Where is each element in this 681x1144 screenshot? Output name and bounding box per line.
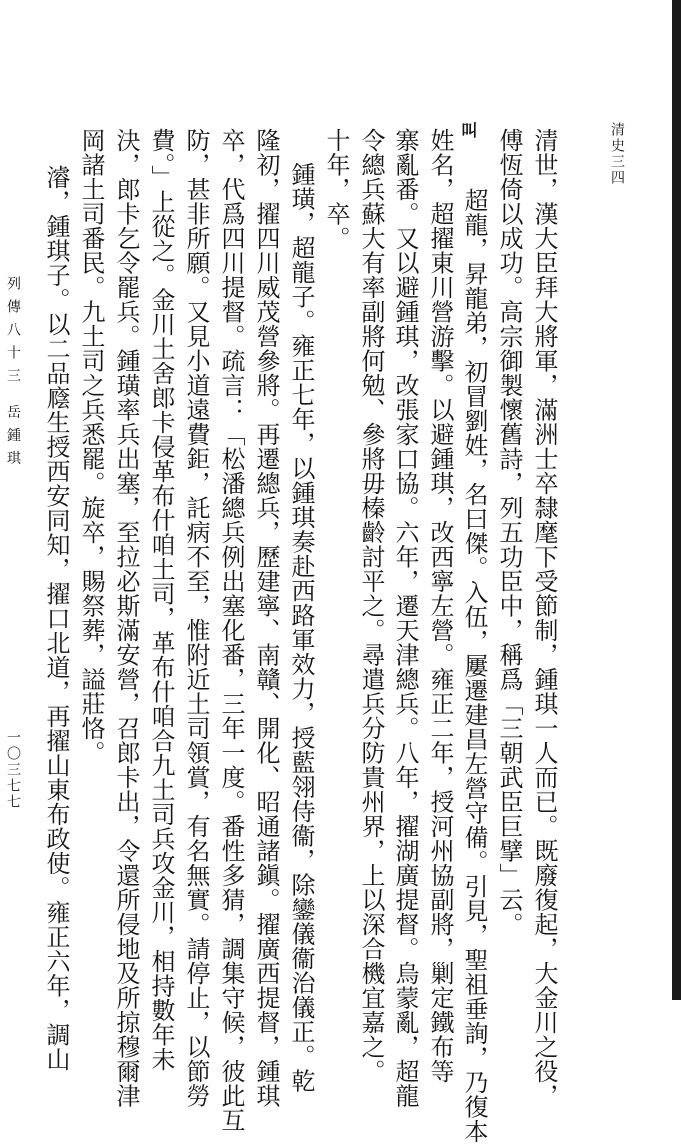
- text-column: 隆初，擢四川威茂營參將。再遷總兵，歷建寧、南贛、開化、昭通諸鎭。擢廣西提督，鍾琪: [252, 128, 280, 1108]
- page-number: 一〇三七七: [5, 730, 21, 810]
- text-column: 寨亂番。又以避鍾琪，改張家口協。六年，遷天津總兵。八年，擢湖廣提督。烏蒙亂，超龍: [391, 128, 419, 1108]
- text-column: 傅恆倚以成功。高宗御製懷舊詩，列五功臣中，稱爲「三朝武臣巨擘」云。: [495, 128, 523, 937]
- text-column: 鍾璜，超龍子。雍正七年，以鍾琪奏赴西路軍效力，授藍翎侍衞，除鑾儀衞治儀正。乾: [287, 162, 315, 1093]
- text-column: 清世，漢大臣拜大將軍，滿洲士卒隸麾下受節制，鍾琪一人而已。既廢復起，大金川之役，: [530, 128, 558, 1108]
- text-column: 姓名，超擢東川營游擊。以避鍾琪，改西寧左營。雍正二年，授河州協副將，剿定鐵布等: [426, 128, 454, 1084]
- page-edge-shadow: [672, 0, 681, 1000]
- text-column: 防，甚非所願。又見小道遠費鉅，託病不至，惟附近土司領賞，有名無實。請停止，以節勞: [182, 128, 210, 1108]
- text-column: 超龍，昇龍弟，初冒劉姓，名曰傑。入伍，屢遷建昌左營守備。引見，聖祖垂詢，乃復本: [460, 188, 488, 1144]
- running-footer-title: 列傳八十三 岳鍾琪: [5, 276, 21, 474]
- top-margin-mark: 叫: [459, 122, 478, 138]
- text-column: 費。」上從之。金川土舍郎卡侵革布什咱土司，革布什咱合九土司兵攻金川，相持數年未: [147, 128, 175, 1072]
- text-column: 決，郎卡乞令罷兵。鍾璜率兵出塞，至拉必斯滿安營，召郎卡出，令還所侵地及所掠穆爾津: [112, 128, 140, 1108]
- edge-page-mark: 清史三四: [609, 122, 625, 186]
- text-column: 濬，鍾琪子。以二品廕生授西安同知，擢口北道，再擢山東布政使。雍正六年，調山: [42, 165, 70, 1072]
- text-column: 十年，卒。: [322, 128, 350, 251]
- text-column: 卒，代爲四川提督。疏言：「松潘總兵例出塞化番，三年一度。番性多猜，調集守候，彼此互: [217, 128, 245, 1133]
- text-column: 令總兵蘇大有率副將何勉、參將毋榛齡討平之。尋遣兵分防貴州界，上以深合機宜嘉之。: [357, 128, 385, 1084]
- text-column: 岡諸土司番民。九土司之兵悉罷。旋卒，賜祭葬，謚莊恪。: [77, 128, 105, 765]
